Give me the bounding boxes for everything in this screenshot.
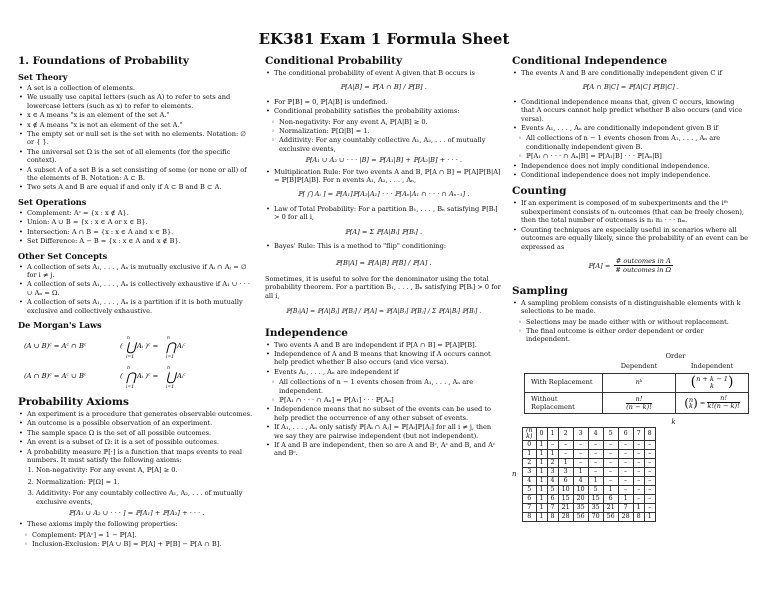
columns <box>18 55 750 550</box>
cond-independence-sub-list <box>512 134 749 160</box>
pascal-cell: – <box>633 476 644 485</box>
pascal-cell: – <box>644 458 655 467</box>
subsection-heading-other-concepts: Other Set Concepts <box>18 250 108 261</box>
list-item: ◦ ℙ[A₁ ∩ · · · ∩ Aₙ|B] = ℙ[A₁|B] · · · ℙ[Aₙ|B] <box>526 152 749 160</box>
list-item: • Set Difference: A − B = {x : x ∈ A and x ∉ B}. <box>27 237 255 245</box>
list-item: ◦ All collections of n − 1 events chosen from A₁, . . . , Aₙ are conditionally independent given B. <box>526 134 749 151</box>
demorgan-eq2-left: (A ∩ B)ᶜ = Aᶜ ∪ Bᶜ <box>24 371 87 380</box>
pascal-cell: 70 <box>588 512 603 521</box>
multiplication-list <box>265 168 502 185</box>
pascal-k-header: 1 <box>547 427 558 440</box>
list-item: • An event is a subset of Ω: it is a set of possible outcomes. <box>27 438 255 446</box>
list-item: • Multiplication Rule: For two events A and B, ℙ[A ∩ B] = ℙ[A]ℙ[B|A] = ℙ[B]ℙ[A|B]. For n events A₁, A₂, . . . , Aₙ, <box>274 168 502 185</box>
list-item: • Two sets A and B are equal if and only if A ⊂ B and B ⊂ A. <box>27 183 255 191</box>
additivity-equation: ℙ[A₁ ∪ A₂ ∪ · · · ] = ℙ[A₁] + ℙ[A₂] + · · · . <box>68 509 205 517</box>
pascal-cell: 1 <box>536 503 547 512</box>
pascal-cell: – <box>603 440 618 449</box>
pascal-cell: 20 <box>573 494 588 503</box>
pascal-cell: 15 <box>558 494 573 503</box>
pascal-cell: – <box>588 458 603 467</box>
pascal-cell: – <box>603 467 618 476</box>
pascal-cell: 10 <box>558 485 573 494</box>
pascal-cell: 10 <box>573 485 588 494</box>
pascal-k-header: 8 <box>644 427 655 440</box>
multiplication-equation: ℙ[ ⋂ Aᵢ ] = ℙ[A₁]ℙ[A₂|A₁] · · · ℙ[Aₙ|A₁ ∩ · · · ∩ Aₙ₋₁] . <box>297 190 470 199</box>
conditional-additivity-equation: ℙ[A₁ ∪ A₂ ∪ · · · |B] = ℙ[A₁|B] + ℙ[A₂|B] + · · · . <box>305 156 462 165</box>
subsection-heading-set-theory: Set Theory <box>18 72 68 82</box>
list-item: ◦ Non-negativity: For any event A, ℙ[A|B] ≥ 0. <box>279 118 502 126</box>
conditional-intro-list <box>265 69 502 77</box>
pascal-cell: – <box>644 449 655 458</box>
list-item: • The events A and B are conditionally independent given C if <box>521 69 749 77</box>
list-item: • The sample space Ω is the set of all possible outcomes. <box>27 429 255 437</box>
pascal-cell: 3 <box>558 467 573 476</box>
other-concepts-list <box>18 263 255 315</box>
column-2 <box>265 55 502 550</box>
svg-text:Aᵢ )ᶜ =: Aᵢ )ᶜ = <box>137 341 159 350</box>
list-item: • If an experiment is composed of m subexperiments and the iᵗʰ subexperiment consists of nᵢ outcomes (that can be freely chosen), then the total number of outcomes is n₁ n₂ · · · nₘ. <box>521 199 749 224</box>
independence-list <box>265 341 502 377</box>
pascal-n-value: 1 <box>523 449 537 458</box>
list-item: ◦ Normalization: ℙ[Ω|B] = 1. <box>279 127 502 135</box>
list-item: • Two events A and B are independent if ℙ[A ∩ B] = ℙ[A]ℙ[B]. <box>274 341 502 349</box>
pascal-cell: 8 <box>547 512 558 521</box>
pascal-cell: 6 <box>603 494 618 503</box>
pascal-cell: 28 <box>558 512 573 521</box>
list-item: • Independence of A and B means that knowing if A occurs cannot help predict whether B also occurs (and vice versa). <box>274 350 502 367</box>
pascal-n-value: 7 <box>523 503 537 512</box>
list-item: ◦ All collections of n − 1 events chosen from A₁, . . . , Aₙ are independent. <box>279 378 502 395</box>
section-heading-counting: Counting <box>512 185 567 198</box>
pascal-cell: – <box>644 485 655 494</box>
list-item: • A probability measure ℙ[·] is a function that maps events to real numbers. It must satisfy the following axioms: <box>27 448 255 465</box>
set-operations-list <box>18 209 255 246</box>
pascal-k-header: 6 <box>618 427 633 440</box>
pascal-cell: – <box>573 440 588 449</box>
pascal-cell: – <box>644 467 655 476</box>
pascal-cell: 1 <box>633 503 644 512</box>
pascal-cell: 1 <box>558 458 573 467</box>
svg-text:Aᵢ )ᶜ =: Aᵢ )ᶜ = <box>137 371 159 380</box>
pascal-cell: 1 <box>644 512 655 521</box>
svg-text:(: ( <box>120 371 123 380</box>
pascal-k-header: 7 <box>633 427 644 440</box>
pascal-cell: 1 <box>588 476 603 485</box>
pascal-cell: 4 <box>573 476 588 485</box>
subsection-heading-set-operations: Set Operations <box>18 196 87 207</box>
pascal-cell: 1 <box>547 449 558 458</box>
demorgan-equations <box>18 334 255 392</box>
without-repl-dep-bot: (n − k)! <box>626 402 652 411</box>
bayes-partition-equation: ℙ[Bⱼ|A] = ℙ[A|Bⱼ] ℙ[Bⱼ] / ℙ[A] = ℙ[A|Bⱼ] ℙ[Bⱼ] / Σ ℙ[A|Bᵢ] ℙ[Bᵢ] . <box>285 308 482 316</box>
list-item: • Bayes' Rule: This is a method to "flip" conditioning: <box>274 242 502 250</box>
section-heading-cond-independence: Conditional Independence <box>512 55 668 67</box>
pascal-cell: 1 <box>536 476 547 485</box>
pascal-k-header: 4 <box>588 427 603 440</box>
cond-independence-more-list <box>512 162 749 180</box>
axioms-numbered <box>18 466 255 506</box>
list-item: • Conditional probability satisfies the probability axioms: <box>274 107 502 115</box>
section-heading-sampling: Sampling <box>512 284 568 297</box>
table-row <box>523 476 656 485</box>
svg-text:n: n <box>167 335 170 341</box>
pascal-cell: – <box>573 458 588 467</box>
pascal-cell: 5 <box>547 485 558 494</box>
pascal-cell: – <box>573 449 588 458</box>
pascal-n-label: n <box>512 470 517 479</box>
list-item: • Events A₁, . . . , Aₙ are independent if <box>274 368 502 376</box>
implies-list <box>18 520 255 528</box>
pascal-k-label: k <box>671 418 676 427</box>
pascal-header-row <box>523 427 656 440</box>
cond-independence-list <box>512 98 749 133</box>
independent-header: Independent <box>690 362 734 371</box>
counting-denominator: # outcomes in Ω <box>615 266 672 275</box>
pascal-cell: 1 <box>618 494 633 503</box>
list-item: • x ∉ A means "x is not an element of the set A." <box>27 121 255 129</box>
list-item: • A collection of sets A₁, . . . , Aₙ is mutually exclusive if Aᵢ ∩ Aⱼ = ∅ for i ≠ j. <box>27 263 255 280</box>
independence-sub-list <box>265 378 502 404</box>
counting-fraction <box>613 257 673 275</box>
pascal-cell: 1 <box>536 467 547 476</box>
svg-text:i=1: i=1 <box>166 384 175 390</box>
pascal-cell: 7 <box>618 503 633 512</box>
svg-text:⋂: ⋂ <box>166 339 176 354</box>
counting-eq-lhs: ℙ[A] = <box>587 261 611 270</box>
pascal-n-value: 6 <box>523 494 537 503</box>
pascal-cell: – <box>644 503 655 512</box>
pascal-k-header: 3 <box>573 427 588 440</box>
order-table <box>524 350 749 415</box>
svg-text:Aᵢᶜ: Aᵢᶜ <box>177 371 186 380</box>
list-item: • A collection of sets A₁, . . . , Aₙ is collectively exhaustive if A₁ ∪ · · · ∪ Aₙ = Ω. <box>27 280 255 297</box>
subsection-heading-demorgan: De Morgan's Laws <box>18 319 102 330</box>
pascal-cell: 56 <box>603 512 618 521</box>
list-item: • We usually use capital letters (such as A) to refer to sets and lowercase letters (such as x) to refer to elements. <box>27 93 255 110</box>
pascal-cell: 21 <box>558 503 573 512</box>
list-item: • Independence means that no subset of the events can be used to help predict the occurrence of any other subset of events. <box>274 405 502 422</box>
pascal-n-value: 3 <box>523 467 537 476</box>
with-repl-ind-bot: k <box>710 381 714 390</box>
list-item: 2. Normalization: ℙ[Ω] = 1. <box>36 478 255 486</box>
pascal-cell: 5 <box>588 485 603 494</box>
pascal-cell: 35 <box>573 503 588 512</box>
list-item: ◦ Selections may be made either with or without replacement. <box>526 318 749 326</box>
list-item: • Union: A ∪ B = {x : x ∈ A or x ∈ B}. <box>27 218 255 226</box>
pascal-cell: 1 <box>603 485 618 494</box>
axioms-list <box>18 410 255 464</box>
list-item: • Events A₁, . . . , Aₙ are conditionally independent given B if <box>521 124 749 132</box>
svg-text:n: n <box>127 365 130 371</box>
pascal-k-header: 2 <box>558 427 573 440</box>
pascal-k-header: 0 <box>536 427 547 440</box>
counting-numerator: # outcomes in A <box>615 256 671 265</box>
section-heading-conditional: Conditional Probability <box>265 55 403 67</box>
without-repl-independent: ( n k ) = $\frac{n!}{k!(n - k)!}$ <box>676 392 749 414</box>
counting-equation <box>512 257 749 275</box>
with-repl-ind-top: n + k − 1 <box>696 374 728 383</box>
list-item: • For ℙ[B] = 0, ℙ[A|B] is undefined. <box>274 98 502 106</box>
pascal-cell: 15 <box>588 494 603 503</box>
list-item: • The empty set or null set is the set with no elements. Notation: ∅ or { }. <box>27 130 255 147</box>
list-item: 1. Non-negativity: For any event A, ℙ[A] ≥ 0. <box>36 466 255 474</box>
bayes-list <box>265 242 502 250</box>
order-label: Order <box>665 351 686 360</box>
with-replacement-label: With Replacement <box>525 373 603 392</box>
pascal-cell: – <box>588 440 603 449</box>
pascal-cell: – <box>588 449 603 458</box>
with-repl-dependent: nᵏ <box>603 373 676 392</box>
list-item: • x ∈ A means "x is an element of the set A." <box>27 111 255 119</box>
pascal-cell: – <box>633 467 644 476</box>
pascal-cell: 1 <box>536 440 547 449</box>
list-item: • Intersection: A ∩ B = {x : x ∈ A and x ∈ B}. <box>27 228 255 236</box>
table-row <box>523 494 656 503</box>
independence-more-list <box>265 405 502 457</box>
svg-text:n: n <box>127 335 130 341</box>
pascal-cell: 1 <box>536 494 547 503</box>
without-replacement-label: Without Replacement <box>525 392 603 414</box>
pascal-cell: – <box>603 458 618 467</box>
list-item: • An experiment is a procedure that generates observable outcomes. <box>27 410 255 418</box>
pascal-cell: – <box>588 467 603 476</box>
list-item: • Counting techniques are especially useful in scenarios where all outcomes are equally likely, since the probability of an event can be expressed as <box>521 226 749 251</box>
list-item: • Complement: Aᶜ = {x : x ∉ A}. <box>27 209 255 217</box>
pascal-cell: – <box>633 485 644 494</box>
list-item: • Conditional independence means that, given C occurs, knowing that A occurs cannot help predict whether B also occurs (and vice versa). <box>521 98 749 123</box>
sampling-sub-list <box>512 318 749 344</box>
svg-text:⋃: ⋃ <box>126 339 136 354</box>
pascal-cell: 6 <box>558 476 573 485</box>
list-item: • A subset A of a set B is a set consisting of some (or none or all) of the elements of B. Notation: A ⊂ B. <box>27 166 255 183</box>
pascal-cell: – <box>644 476 655 485</box>
sampling-list <box>512 299 749 316</box>
svg-text:i=1: i=1 <box>126 354 135 360</box>
pascal-n-value: 5 <box>523 485 537 494</box>
ltp-list <box>265 205 502 222</box>
svg-text:(: ( <box>120 341 123 350</box>
pascal-cell: – <box>618 440 633 449</box>
list-item: • A set is a collection of elements. <box>27 84 255 92</box>
ltp-equation: ℙ[A] = Σ ℙ[A|Bᵢ] ℙ[Bᵢ] . <box>344 227 423 236</box>
cond-independence-intro-list <box>512 69 749 77</box>
pascal-cell: – <box>558 449 573 458</box>
properties-list <box>18 531 255 549</box>
list-item: ◦ Complement: ℙ[Aᶜ] = 1 − ℙ[A]. <box>32 531 255 539</box>
pascal-table <box>522 427 656 522</box>
pascal-cell: – <box>558 440 573 449</box>
conditional-axioms-list <box>265 118 502 154</box>
conditional-list <box>265 98 502 116</box>
set-theory-list <box>18 84 255 192</box>
pascal-cell: 1 <box>536 449 547 458</box>
pascal-cell: 35 <box>588 503 603 512</box>
list-item: • An outcome is a possible observation of an experiment. <box>27 419 255 427</box>
list-item: • The conditional probability of event A given that B occurs is <box>274 69 502 77</box>
svg-text:Aᵢᶜ: Aᵢᶜ <box>177 341 186 350</box>
counting-list <box>512 199 749 250</box>
pascal-cell: – <box>618 467 633 476</box>
pascal-cell: 1 <box>536 512 547 521</box>
list-item: ◦ Inclusion-Exclusion: ℙ[A ∪ B] = ℙ[A] + ℙ[B] − ℙ[A ∩ B]. <box>32 540 255 548</box>
pascal-cell: 7 <box>547 503 558 512</box>
conditional-definition-equation: ℙ[A|B] = ℙ[A ∩ B] / ℙ[B] . <box>340 83 427 92</box>
list-item: • Law of Total Probability: For a partition B₁, . . . , Bₙ satisfying ℙ[Bᵢ] > 0 for all i, <box>274 205 502 222</box>
without-repl-ind-top: n! <box>707 395 739 403</box>
svg-text:n: n <box>167 365 170 371</box>
list-item: ◦ ℙ[A₁ ∩ · · · ∩ Aₙ] = ℙ[A₁] · · · ℙ[Aₙ] <box>279 396 502 404</box>
table-row <box>523 458 656 467</box>
pascal-cell: – <box>644 440 655 449</box>
table-row <box>523 512 656 521</box>
pascal-cell: 21 <box>603 503 618 512</box>
pascal-corner: (n k) <box>523 427 537 440</box>
section-heading-independence: Independence <box>265 326 348 339</box>
svg-text:i=1: i=1 <box>126 384 135 390</box>
pascal-cell: 1 <box>536 485 547 494</box>
list-item: ◦ Additivity: For any countably collective A₁, A₂, . . . of mutually exclusive events, <box>279 136 502 153</box>
list-item: 3. Additivity: For any countably collective A₁, A₂, . . . of mutually exclusive events, <box>36 489 255 506</box>
pascal-cell: – <box>603 476 618 485</box>
pascal-cell: – <box>633 494 644 503</box>
list-item: • A sampling problem consists of n distinguishable elements with k selections to be made. <box>521 299 749 316</box>
pascal-cell: – <box>633 449 644 458</box>
pascal-n-value: 8 <box>523 512 537 521</box>
list-item: • If A₁, . . . , Aₙ only satisfy ℙ[Aᵢ ∩ Aⱼ] = ℙ[Aᵢ]ℙ[Aⱼ] for all i ≠ j, then we say they are pairwise independent (but not independent). <box>274 423 502 440</box>
pascal-cell: – <box>633 440 644 449</box>
svg-text:i=1: i=1 <box>166 354 175 360</box>
pascal-n-value: 4 <box>523 476 537 485</box>
table-row <box>523 503 656 512</box>
pascal-n-value: 0 <box>523 440 537 449</box>
list-item: • Conditional independence does not imply independence. <box>521 171 749 179</box>
column-1 <box>18 55 255 550</box>
page-title: EK381 Exam 1 Formula Sheet <box>258 30 510 48</box>
dependent-header: Dependent <box>620 362 658 371</box>
pascal-cell: – <box>618 458 633 467</box>
pascal-cell: – <box>618 449 633 458</box>
table-row <box>523 485 656 494</box>
list-item: • If A and B are independent, then so are A and Bᶜ, Aᶜ and B, and Aᶜ and Bᶜ. <box>274 441 502 458</box>
without-repl-ind-bot: k!(n − k)! <box>707 402 740 411</box>
with-repl-independent: ( n + k − 1 k ) <box>676 373 749 392</box>
pascal-cell: 2 <box>547 458 558 467</box>
pascal-cell: 4 <box>547 476 558 485</box>
table-row <box>523 449 656 458</box>
list-item: • The universal set Ω is the set of all elements (for the specific context). <box>27 148 255 165</box>
demorgan-eq1-left: (A ∪ B)ᶜ = Aᶜ ∩ Bᶜ <box>24 341 87 350</box>
without-repl-dependent <box>603 392 676 414</box>
pascal-k-header: 5 <box>603 427 618 440</box>
list-item: ◦ The final outcome is either order dependent or order independent. <box>526 327 749 344</box>
pascal-cell: 28 <box>618 512 633 521</box>
bayes-note: Sometimes, it is useful to solve for the denominator using the total probability theorem. For a partition B₁, . . . , Bₙ satisfying ℙ[Bᵢ] > 0 for all i, <box>265 274 501 300</box>
bayes-equation: ℙ[B|A] = ℙ[A|B] ℙ[B] / ℙ[A] . <box>335 258 432 267</box>
pascal-cell: 1 <box>573 467 588 476</box>
table-row <box>523 467 656 476</box>
cond-independence-equation: ℙ[A ∩ B|C] = ℙ[A|C] ℙ[B|C] . <box>581 83 680 92</box>
pascal-cell: 3 <box>547 467 558 476</box>
pascal-cell: 1 <box>536 458 547 467</box>
svg-text:⋂: ⋂ <box>126 369 136 384</box>
list-item: • These axioms imply the following properties: <box>27 520 255 528</box>
list-item: • Independence does not imply conditional independence. <box>521 162 749 170</box>
pascal-cell: 56 <box>573 512 588 521</box>
pascal-wrap <box>512 427 749 522</box>
pascal-cell: 8 <box>633 512 644 521</box>
pascal-cell: – <box>618 476 633 485</box>
table-row <box>523 440 656 449</box>
pascal-cell: – <box>633 458 644 467</box>
list-item: • A collection of sets A₁, . . . , Aₙ is a partition if it is both mutually exclusive and collectively exhaustive. <box>27 298 255 315</box>
without-repl-dep-top: n! <box>626 396 652 404</box>
pascal-cell: – <box>618 485 633 494</box>
pascal-cell: – <box>644 494 655 503</box>
section-heading-foundations: 1. Foundations of Probability <box>18 55 189 67</box>
svg-text:⋃: ⋃ <box>166 369 176 384</box>
section-heading-axioms: Probability Axioms <box>18 395 129 408</box>
pascal-cell: 6 <box>547 494 558 503</box>
pascal-n-value: 2 <box>523 458 537 467</box>
pascal-cell: – <box>603 449 618 458</box>
column-3 <box>512 55 749 550</box>
pascal-cell: – <box>547 440 558 449</box>
